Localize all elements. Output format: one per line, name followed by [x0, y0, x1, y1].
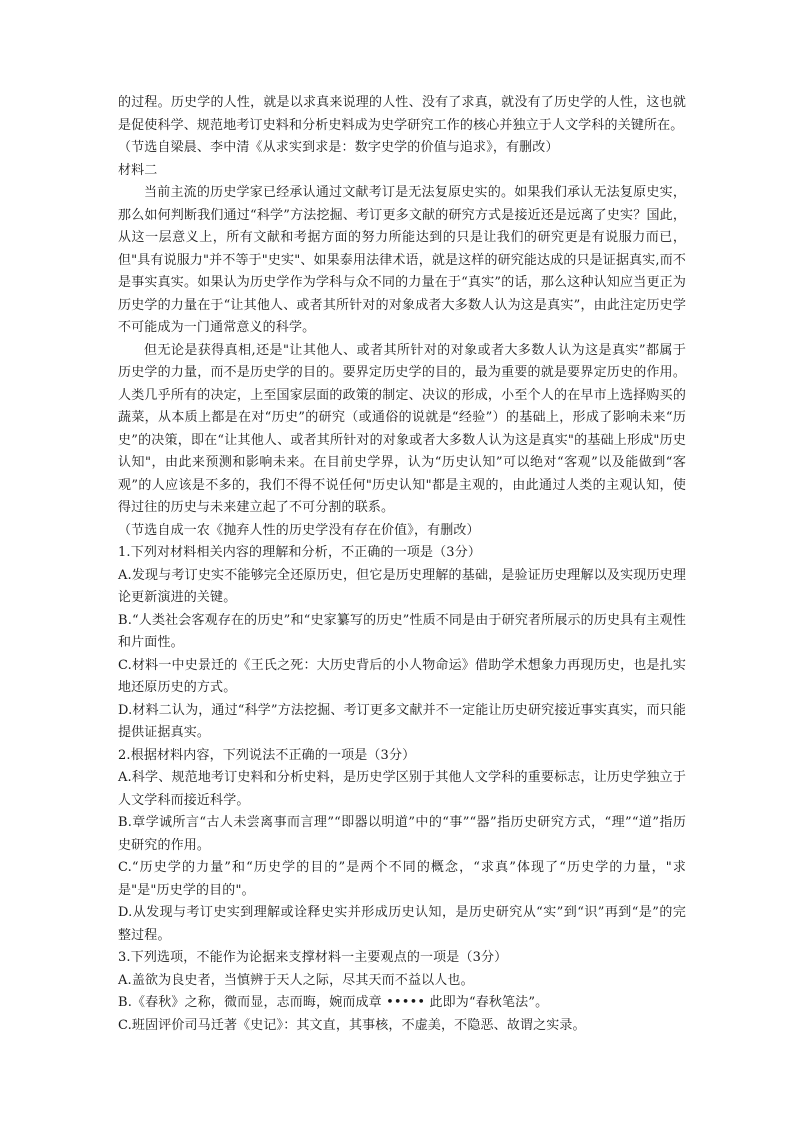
option-b[interactable]: B.“人类社会客观存在的历史”和“史家纂写的历史”性质不同是由于研究者所展示的历史具有主观性和片面性。 [118, 612, 686, 650]
question-3 [118, 947, 686, 1037]
option-b[interactable]: B.《春秋》之称，微而显，志而晦，婉而成章 ••••• 此即为“春秋笔法”。 [118, 995, 549, 1010]
question-stem: 1.下列对材料相关内容的理解和分析，不正确的一项是（3分） [118, 545, 482, 560]
option-b[interactable]: B.章学诚所言“古人未尝离事而言理”“即器以明道”中的“事”“器”指历史研究方式，“理”“道”指历史研究的作用。 [118, 815, 686, 853]
option-c[interactable]: C.班固评价司马迁著《史记》：其文直，其事核，不虚美，不隐恶、故谓之实录。 [118, 1017, 586, 1033]
material2-label: 材料二 [118, 162, 158, 178]
material2-source: （节选自成一农《抛弃人性的历史学没有存在价值》，有删改） [118, 522, 480, 538]
option-c[interactable]: C.“历史学的力量”和“历史学的目的”是两个不同的概念，“求真”体现了“历史学的力量，"求是"是"历史学的目的"。 [118, 860, 686, 898]
option-a[interactable]: A.科学、规范地考订史料和分析史料，是历史学区别于其他人文学科的重要标志，让历史学独立于人文学科而接近科学。 [118, 770, 686, 808]
question-stem: 2.根据材料内容，下列说法不正确的一项是（3分） [118, 747, 416, 763]
option-a[interactable]: A.盖欲为良史者，当慎辨于天人之际，尽其天而不益以人也。 [118, 972, 474, 988]
document-page [118, 92, 686, 1037]
option-c[interactable]: C.材料一中史景迁的《王氏之死：大历史背后的小人物命运》借助学术想象力再现历史，也是扎实地还原历史的方式。 [118, 657, 686, 695]
material2-paragraph-2: 但无论是获得真相,还是"让其他人、或者其所针对的对象或者大多数人认为这是真实”都属于历史学的力量，而不是历史学的目的。要界定历史学的目的，最为重要的就是要界定历史的作用。人类几乎所有的决定，上至国家层面的政策的制定、决议的形成，小至个人的在早市上选择购买的蔬菜，从本质上都是在对“历史”的研究（或通俗的说就是“经验”）的基础上，形成了影响未来“历史”的决策，即在“让其他人、或者其所针对的对象或者大多数人认为这是真实"的基础上形成"历史认知"，由此来预测和影响未来。在目前史学界，认为“历史认知”可以绝对“客观”以及能做到“客观”的人应该是不多的，我们不得不说任何"历史认知"都是主观的，由此通过人类的主观认知，使得过往的历史与未来建立起了不可分割的联系。 [118, 342, 686, 515]
question-1 [118, 542, 686, 745]
material1-source: （节选自梁晨、李中清《从求实到求是：数字史学的价值与追求》，有删改） [118, 140, 559, 155]
question-stem: 3.下列选项，不能作为论据来支撑材料一主要观点的一项是（3分） [118, 950, 508, 965]
option-a[interactable]: A.发现与考订史实不能够完全还原历史，但它是历史理解的基础，是验证历史理解以及实现历史理论更新演进的关键。 [118, 567, 686, 605]
material2-paragraph-1: 当前主流的历史学家已经承认通过文献考订是无法复原史实的。如果我们承认无法复原史实，那么如何判断我们通过“科学”方法挖掘、考订更多文献的研究方式是接近还是远离了史实？国此，从这一层意义上，所有文献和考据方面的努力所能达到的只是让我们的研究更是有说服力而已，但"具有说服力"并不等于"史实"、如果泰用法律术语，就是这样的研究能达成的只是证据真实,而不是事实真实。如果认为历史学作为学科与众不同的力量在于“真实”的话，那么这种认知应当更正为历史学的力量在于“让其他人、或者其所针对的对象成者大多数人认为这是真实”，由此注定历史学不可能成为一门通常意义的科学。 [118, 185, 686, 335]
material1-tail-paragraph: 的过程。历史学的人性，就是以求真来说理的人性、没有了求真，就没有了历史学的人性，这也就是促使科学、规范地考订史料和分析史料成为史学研究工作的核心并独立于人文学科的关键所在。 [118, 95, 686, 133]
option-d[interactable]: D.从发现与考订史实到理解或诠释史实并形成历史认知，是历史研究从“实”到“识”再到“是”的完整过程。 [118, 905, 686, 943]
question-2 [118, 745, 686, 948]
option-d[interactable]: D.材料二认为，通过“科学”方法挖掘、考订更多文献并不一定能让历史研究接近事实真实，而只能提供证据真实。 [118, 702, 686, 740]
